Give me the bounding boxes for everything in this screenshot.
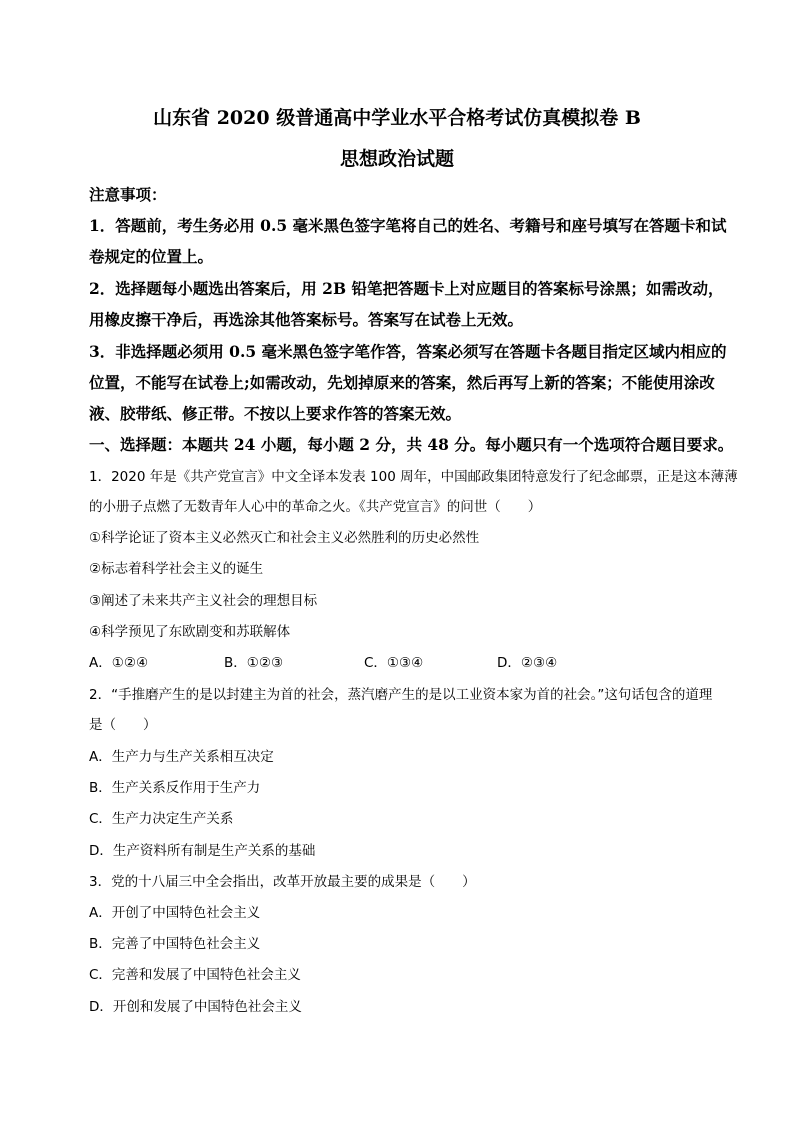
- notice-item-3-line-3: 液、胶带纸、修正带。不按以上要求作答的答案无效。: [89, 404, 462, 423]
- question-2-option-a: A．生产力与生产关系相互决定: [89, 749, 274, 765]
- question-2-option-c: C．生产力决定生产关系: [89, 811, 234, 827]
- question-3-option-b: B．完善了中国特色社会主义: [89, 936, 261, 952]
- question-2-stem-line-2: 是（ ）: [89, 717, 157, 733]
- question-2-option-d: D．生产资料所有制是生产关系的基础: [89, 843, 316, 859]
- notice-item-3-line-2: 位置，不能写在试卷上;如需改动，先划掉原来的答案，然后再写上新的答案；不能使用涂改: [89, 373, 715, 392]
- question-3-stem: 3．党的十八届三中全会指出，改革开放最主要的成果是（ ）: [89, 874, 476, 890]
- question-1-stem-line-2: 的小册子点燃了无数青年人心中的革命之火。《共产党宣言》的问世（ ）: [89, 499, 542, 515]
- notice-item-2-line-2: 用橡皮擦干净后，再选涂其他答案标号。答案写在试卷上无效。: [89, 310, 524, 329]
- question-1-statement-1: ①科学论证了资本主义必然灭亡和社会主义必然胜利的历史必然性: [89, 530, 480, 546]
- question-2-option-b: B．生产关系反作用于生产力: [89, 780, 261, 796]
- question-1-option-b: B．①②③: [224, 655, 284, 671]
- question-1-option-a: A．①②④: [89, 655, 149, 671]
- exam-subject: 思想政治试题: [339, 148, 454, 170]
- exam-title: 山东省 2020 级普通高中学业水平合格考试仿真模拟卷 B: [153, 107, 641, 129]
- question-1-stem-line-1: 1．2020 年是《共产党宣言》中文全译本发表 100 周年，中国邮政集团特意发行了纪念邮票，正是这本薄薄: [89, 469, 738, 485]
- question-3-option-c: C．完善和发展了中国特色社会主义: [89, 967, 301, 983]
- question-1-option-d: D．②③④: [497, 655, 558, 671]
- notice-heading: 注意事项：: [89, 185, 167, 204]
- question-2-stem-line-1: 2．“手推磨产生的是以封建主为首的社会，蒸汽磨产生的是以工业资本家为首的社会。”这句话包含的道理: [89, 687, 713, 703]
- question-1-option-c: C．①③④: [364, 655, 424, 671]
- question-1-statement-3: ③阐述了未来共产主义社会的理想目标: [89, 593, 318, 609]
- notice-item-1-line-1: 1．答题前，考生务必用 0.5 毫米黑色签字笔将自己的姓名、考籍号和座号填写在答题卡和试: [89, 216, 727, 235]
- question-3-option-a: A．开创了中国特色社会主义: [89, 905, 261, 921]
- question-1-statement-4: ④科学预见了东欧剧变和苏联解体: [89, 624, 291, 640]
- notice-item-3-line-1: 3．非选择题必须用 0.5 毫米黑色签字笔作答，答案必须写在答题卡各题目指定区域内相应的: [89, 342, 727, 361]
- section-heading: 一、选择题：本题共 24 小题，每小题 2 分，共 48 分。每小题只有一个选项符合题目要求。: [89, 435, 734, 454]
- question-1-statement-2: ②标志着科学社会主义的诞生: [89, 561, 264, 577]
- notice-item-2-line-1: 2．选择题每小题选出答案后，用 2B 铅笔把答题卡上对应题目的答案标号涂黑；如需改动，: [89, 279, 724, 298]
- question-3-option-d: D．开创和发展了中国特色社会主义: [89, 999, 302, 1015]
- notice-item-1-line-2: 卷规定的位置上。: [89, 247, 214, 266]
